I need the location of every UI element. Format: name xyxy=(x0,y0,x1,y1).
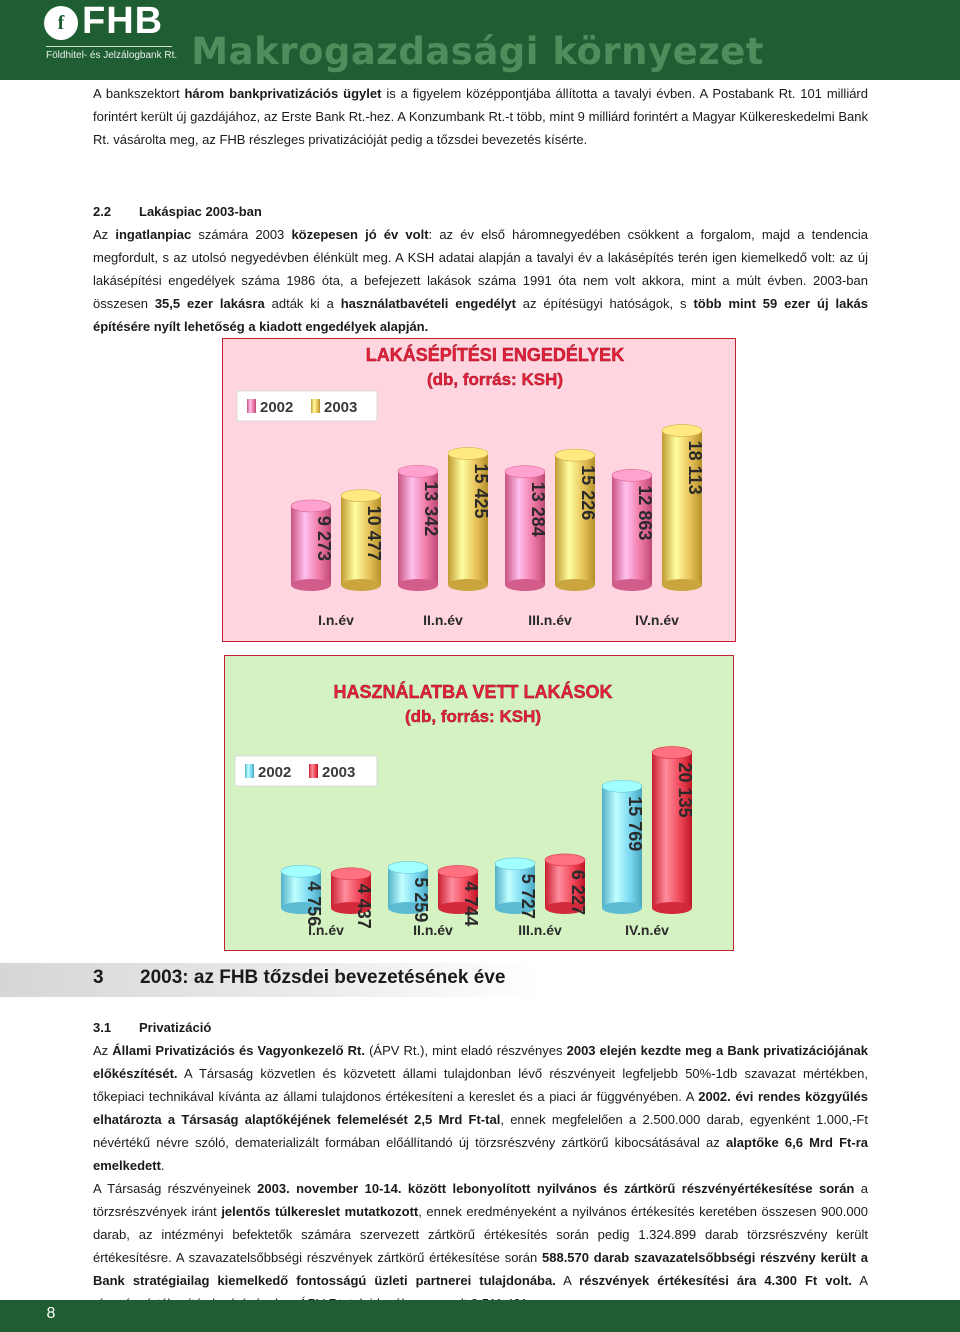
highlight-run: közepesen jó év volt xyxy=(291,227,429,242)
data-label-2003-1: 4 437 xyxy=(354,883,374,929)
text-run: A xyxy=(555,1273,580,1288)
text-run: az építésügyi hatóságok, s xyxy=(515,296,694,311)
chart-title: HASZNÁLATBA VETT LAKÁSOK xyxy=(333,682,613,702)
bar-base-2002-2 xyxy=(398,579,438,591)
bar-base-2003-4 xyxy=(662,579,702,591)
text-run: A bankszektort xyxy=(93,86,185,101)
bar-top-2002-4 xyxy=(612,469,652,481)
bar-top-2002-2 xyxy=(398,465,438,477)
bar-base-2003-2 xyxy=(448,579,488,591)
highlight-run: részvények értékesítési ára 4.300 Ft volt. xyxy=(579,1273,853,1288)
category-label-1: I.n.év xyxy=(308,922,344,938)
text-run: , ennek megfelelően a 2.500.000 darab, egyenként 1.000,-Ft névértékű névre szóló, dematerializált formában előállítandó új törzsrészvény zártkörű kibocsátásával az xyxy=(93,1112,868,1150)
highlight-run: három bankprivatizációs ügylet xyxy=(184,86,382,101)
bar-top-2002-1 xyxy=(281,865,321,877)
chart-subtitle: (db, forrás: KSH) xyxy=(405,707,541,726)
legend-label-2002: 2002 xyxy=(260,399,294,416)
data-label-2003-2: 15 425 xyxy=(471,463,491,519)
logo-name: FHB xyxy=(82,0,164,42)
text-run: (ÁPV Rt.), mint eladó részvényes xyxy=(364,1043,567,1058)
data-label-2003-4: 18 113 xyxy=(685,440,705,495)
section-3-1 xyxy=(93,1016,868,1315)
section-title: Lakáspiac 2003-ban xyxy=(139,204,262,219)
bar-base-2003-1 xyxy=(341,579,381,591)
intro-paragraph xyxy=(93,82,868,151)
section-paragraph xyxy=(93,1177,868,1315)
text-run: , ennek eredményeként a nyilvános értékesítés keretében összesen 900.000 darab, az intézményi befektetők számára szervezett zártkörű értékesítés során pedig 1.324.899 darab törzsrészvény került értékesítésre. A szavazatelsőbbségi részvények zártkörű értékesítése során xyxy=(93,1204,869,1265)
section-heading xyxy=(93,200,868,223)
highlight-run: 2002. évi rendes közgyűlés elhatározta a Társaság alaptőkéjének felemelését 2,5 Mrd Ft-tal xyxy=(93,1089,868,1127)
data-label-2003-2: 4 744 xyxy=(461,881,481,927)
section-number: 3 xyxy=(93,967,104,988)
category-label-4: IV.n.év xyxy=(625,922,669,938)
category-label-2: II.n.év xyxy=(423,612,463,628)
bar-top-2003-2 xyxy=(448,447,488,459)
bar-top-2003-3 xyxy=(545,854,585,866)
page-number: 8 xyxy=(46,1305,56,1322)
chart-subtitle: (db, forrás: KSH) xyxy=(427,370,563,389)
page-footer xyxy=(0,1300,960,1332)
section-paragraph xyxy=(93,223,868,338)
legend-label-2003: 2003 xyxy=(324,399,358,416)
chart-title: LAKÁSÉPÍTÉSI ENGEDÉLYEK xyxy=(365,345,625,365)
text-run: A xyxy=(859,1273,868,1288)
text-run: A Társaság részvényeinek xyxy=(93,1181,258,1196)
category-label-3: III.n.év xyxy=(528,612,572,628)
text-run: Az xyxy=(93,227,116,242)
text-run: . xyxy=(160,1158,165,1173)
logo-mark-icon: f xyxy=(44,6,78,40)
highlight-run: 2003 elején kezdte meg a Bank privatizációjának előkészítését. xyxy=(93,1043,868,1081)
legend-swatch-2002 xyxy=(245,764,254,778)
bar-base-2003-3 xyxy=(555,579,595,591)
data-label-2002-2: 5 259 xyxy=(411,877,431,923)
bar-top-2003-4 xyxy=(662,425,702,437)
bar-base-2003-4 xyxy=(652,902,692,914)
text-run: adták ki a xyxy=(264,296,341,311)
highlight-run: több mint 59 ezer új lakás építésére nyílt lehetőség a kiadott engedélyek alapján. xyxy=(93,296,869,334)
bar-top-2003-2 xyxy=(438,865,478,877)
legend-swatch-2003 xyxy=(311,399,320,413)
data-label-2003-1: 10 477 xyxy=(364,505,384,561)
data-label-2002-4: 12 863 xyxy=(635,485,655,541)
category-label-2: II.n.év xyxy=(413,922,453,938)
chart-legend xyxy=(235,756,377,786)
highlight-run: alaptőke 6,6 Mrd Ft-ra emelkedett xyxy=(93,1135,868,1173)
bar-top-2002-3 xyxy=(495,858,535,870)
legend-swatch-2003 xyxy=(309,764,318,778)
data-label-2002-3: 5 727 xyxy=(518,873,538,919)
category-label-3: III.n.év xyxy=(518,922,562,938)
legend-label-2003: 2003 xyxy=(322,764,356,781)
text-run: a törzsrészvények iránt xyxy=(93,1181,868,1219)
text-run: is a figyelem középpontjába állította a tavalyi évben. A Postabank Rt. 101 milliárd forintért került új gazdájához, az Erste Bank Rt.-hez. A Konzumbank Rt.-t több, mint 9 milliárd forintért a Magyar Külkereskedelmi Bank Rt. vásárolta meg, az FHB részleges privatizációját pedig a tőzsdei bevezetés kísérte. xyxy=(93,86,868,147)
logo-subtitle: Földhitel- és Jelzálogbank Rt. xyxy=(46,50,178,61)
highlight-run: jelentős túlkereslet mutatkozott xyxy=(221,1204,419,1219)
legend-swatch-2002 xyxy=(247,399,256,413)
bar-top-2003-4 xyxy=(652,747,692,759)
data-label-2003-3: 6 227 xyxy=(568,869,588,915)
section-paragraph xyxy=(93,1039,868,1177)
chart-building-permits xyxy=(222,338,736,642)
section-heading xyxy=(93,1016,868,1039)
data-label-2002-2: 13 342 xyxy=(421,481,441,537)
text-run: : az év első háromnegyedében csökkent a forgalom, majd a tendencia megfordult, s az utolsó negyedévben élénkült meg. A KSH adatai alapján a tavalyi év a lakásépítés terén igen kiemelkedő volt: az új lakásépítési engedélyek száma 1986 óta, a befejezett lakások száma 1991 óta nem volt akkora, mint a múlt évben. 2003-ban összesen xyxy=(93,227,868,311)
logo-divider xyxy=(46,46,172,47)
bar-top-2002-3 xyxy=(505,466,545,478)
section-number: 3.1 xyxy=(93,1020,112,1035)
fhb-logo xyxy=(44,0,184,68)
data-label-2002-3: 13 284 xyxy=(528,481,548,537)
text-run: A Társaság közvetlen és közvetett állami tulajdonban lévő részvényeit legfeljebb 50%-1db szavazat mértékben, tőkepiaci technikával kívánta az állami tulajdonos értékesíteni a kereslet és a piaci ár függvényében. A xyxy=(93,1066,868,1104)
data-label-2002-1: 9 273 xyxy=(314,515,334,561)
bar-top-2002-1 xyxy=(291,500,331,512)
bar-base-2002-4 xyxy=(612,579,652,591)
completed-dwellings-chart-svg xyxy=(225,656,733,950)
highlight-run: Állami Privatizációs és Vagyonkezelő Rt. xyxy=(112,1043,365,1058)
highlight-run: 588.570 darab szavazatelsőbbségi részvény került a Bank stratégiailag kiemelkedő fontosságú üzleti partnerei tulajdonába. xyxy=(93,1250,868,1288)
page-title: Makrogazdasági környezet xyxy=(191,30,764,73)
bar-base-2002-3 xyxy=(505,579,545,591)
text-run: számára 2003 xyxy=(191,227,292,242)
bar-top-2002-2 xyxy=(388,861,428,873)
bar-base-2002-1 xyxy=(291,579,331,591)
data-label-2002-1: 4 756 xyxy=(304,881,324,927)
bar-top-2003-1 xyxy=(331,868,371,880)
legend-label-2002: 2002 xyxy=(258,764,292,781)
data-label-2003-4: 20 135 xyxy=(675,762,695,818)
building-permits-chart-svg xyxy=(223,339,735,641)
section-title: 2003: az FHB tőzsdei bevezetésének éve xyxy=(140,967,506,988)
bar-top-2003-1 xyxy=(341,490,381,502)
highlight-run: 2003. november 10-14. között lebonyolított nyilvános és zártkörű részvényértékesítése során xyxy=(257,1181,855,1196)
chart-completed-dwellings xyxy=(224,655,734,951)
section-number: 2.2 xyxy=(93,204,112,219)
page-header xyxy=(0,0,960,80)
bar-top-2002-4 xyxy=(602,780,642,792)
category-label-4: IV.n.év xyxy=(635,612,679,628)
data-label-2002-4: 15 769 xyxy=(625,796,645,852)
section-title: Privatizáció xyxy=(139,1020,212,1035)
data-label-2003-3: 15 226 xyxy=(578,465,598,521)
bar-base-2002-4 xyxy=(602,902,642,914)
text-run: Az xyxy=(93,1043,113,1058)
section-3-heading xyxy=(0,963,540,997)
highlight-run: 35,5 ezer lakásra xyxy=(154,296,265,311)
section-2-2 xyxy=(93,200,868,338)
highlight-run: ingatlanpiac xyxy=(115,227,192,242)
bar-top-2003-3 xyxy=(555,449,595,461)
category-label-1: I.n.év xyxy=(318,612,354,628)
highlight-run: használatbavételi engedélyt xyxy=(340,296,516,311)
